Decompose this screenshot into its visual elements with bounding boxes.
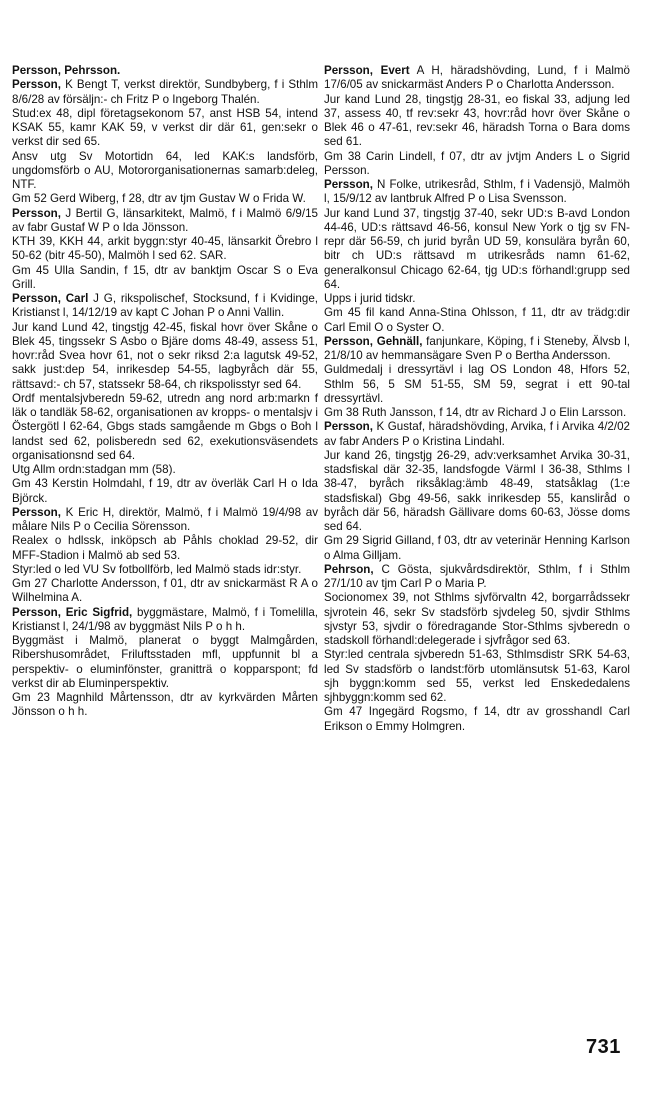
entry: Persson, Pehrsson. [12,64,121,77]
entry: Persson, Carl J G, rikspolischef, Stocksund, f i Kvidinge, Kristianst l, 14/12/19 av kapt C Johan P o Anni Vallin. [12,292,318,320]
entry-paragraph: Gm 23 Magnhild Mårtensson, dtr av kyrkvärden Mårten Jönsson o h h. [12,691,318,719]
entry: Pehrson, C Gösta, sjukvårdsdirektör, Sthlm, f i Sthlm 27/1/10 av tjm Carl P o Maria P. [324,562,630,590]
entry: Persson, K Eric H, direktör, Malmö, f i Malmö 19/4/98 av målare Nils P o Cecilia Sörensson. [12,505,318,533]
page-number: 731 [586,1036,621,1058]
entry: Persson, K Gustaf, häradshövding, Arvika, f i Arvika 4/2/02 av fabr Anders P o Kristina Lindahl. [324,420,630,448]
entry: Persson, N Folke, utrikesråd, Sthlm, f i Vadensjö, Malmöh l, 15/9/12 av lantbruk Alfred P o Lisa Svensson. [324,178,630,206]
entry-paragraph: Jur kand Lund 42, tingstjg 42-45, fiskal hovr över Skåne o Blek 45, tingssekr S Asbo o Bjäre doms 48-49, assess 51, hovr:råd Svea hovr 61, not o sekr riksd 2:a lagutsk 49-52, sakk just:dep 54, inrikesdep 54-55, lagbyråch där 55, rättsavd:- ch 57, statssekr 58-64, ch rikspolisstyr sed 64. [12,320,318,391]
entry-paragraph: Gm 52 Gerd Wiberg, f 28, dtr av tjm Gustav W o Frida W. [12,192,306,206]
entry-paragraph: KTH 39, KKH 44, arkit byggn:styr 40-45, länsarkit Örebro l 50-62 (bitr 45-50), Malmöh l sed 62. SAR. [12,235,318,263]
entry-paragraph: Jur kand Lund 37, tingstjg 37-40, sekr UD:s B-avd London 44-46, UD:s rättsavd 46-56, konsul New York o tjg sv FN-repr där 56-59, ch jurid byrån UD 59, konsulära byrån 60, bitr ch UD:s rättsavd m utrikesråds namn 61-62, generalkonsul Chicago 62-64, tjg UD:s förhandl:grupp sed 64. [324,206,630,291]
left-column [12,64,318,720]
entry-paragraph: Upps i jurid tidskr. [324,292,416,305]
entry-paragraph: Realex o hdlssk, inköpsch ab Påhls choklad 29-52, dir MFF-Stadion i Malmö ab sed 53. [12,534,318,562]
entry-paragraph: Jur kand Lund 28, tingstjg 28-31, eo fiskal 33, adjung led 37, assess 40, tf rev:sekr 43, hovr:råd hovr över Skåne o Blek 46 o 47-61, rev:sekr 46, häradsh Torna o Bara doms sed 61. [324,92,630,149]
entry-paragraph: Ordf mentalsjvberedn 59-62, utredn ang nord arb:markn f läk o tandläk 58-62, organisationen av kropps- o mentalsjv i Östergötl l 62-64, Gbgs stads samgående m Gbgs o Boh l landst sed 62, polisberedn sed 62, exekutionsväsendets organisationsnd sed 64. [12,391,318,462]
entry-paragraph: Jur kand 26, tingstjg 26-29, adv:verksamhet Arvika 30-31, stadsfiskal där 32-35, landsfogde Värml l 36-38, Sthlms l 38-47, byråch riksåklag:ämb 48-49, statsåklag (1:e stadsfiskal) Gbg 49-56, sakk inrikesdep 55, kanslіråd o byråch där 56, häradsh Gällivare doms 60-63, Jösse doms sed 64. [324,448,630,533]
entry-paragraph: Gm 43 Kerstin Holmdahl, f 19, dtr av överläk Carl H o Ida Björck. [12,477,318,505]
entry: Persson, K Bengt T, verkst direktör, Sundbyberg, f i Sthlm 8/6/28 av försäljn:- ch Fritz P o Ingeborg Thalén. [12,78,318,106]
entry-paragraph: Styr:led o led VU Sv fotbollförb, led Malmö stads idr:styr. [12,562,302,576]
entry-paragraph: Utg Allm ordn:stadgan mm (58). [12,463,176,476]
entry-paragraph: Gm 45 Ulla Sandin, f 15, dtr av banktjm Oscar S o Eva Grill. [12,263,318,291]
entry-paragraph: Styr:led centrala sjvberedn 51-63, Sthlmsdistr SRK 54-63, led Sv stadsförb o landst:förb utomlänsutsk 51-63, Karol sjh byggn:komm sed 55, verkst led Enskededalens sjhbyggn:komm sed 62. [324,648,630,704]
entry-paragraph: Gm 27 Charlotte Andersson, f 01, dtr av snickarmäst R A o Wilhelmina A. [12,577,318,605]
entry-paragraph: Gm 38 Carin Lindell, f 07, dtr av jvtjm Anders L o Sigrid Persson. [324,149,630,177]
entry-paragraph: Gm 45 fil kand Anna-Stina Ohlsson, f 11, dtr av trädg:dir Carl Emil O o Syster O. [324,306,630,334]
entry-paragraph: Byggmäst i Malmö, planerat o byggt Malmgården, Ribershusområdet, Friluftsstaden mfl, uppfunnit bl a perspektiv- o eluminfönster, granitträ o kopparspont; fd verkst dir ab Eluminperspektiv. [12,634,318,690]
entry: Persson, Evert A H, häradshövding, Lund, f i Malmö 17/6/05 av snickarmäst Anders P o Charlotta Andersson. [324,64,630,92]
entry-paragraph: Ansv utg Sv Motortidn 64, led KAK:s landsförb, ungdomsförb o AU, Motororganisationernas samarb:deleg, NTF. [12,149,318,191]
right-column [324,64,630,734]
entry: Persson, Gehnäll, fanjunkare, Köping, f i Steneby, Älvsb l, 21/8/10 av hemmansägare Sven P o Bertha Andersson. [324,334,630,362]
entry: Persson, Eric Sigfrid, byggmästare, Malmö, f i Tomelilla, Kristianst l, 24/1/98 av byggmäst Nils P o h h. [12,605,319,633]
entry-paragraph: Socionomex 39, not Sthlms sjvförvaltn 42, borgarrådssekr sjvrotein 46, sekr Sv stadsförb sjvdeleg 50, sjvdir Sthlms sjvstyr 53, sjvdir o föredragande Stor-Sthlms sjvberedn o stadskoll förhandl:delegerade i sjvfrågor sed 63. [324,591,630,647]
entry: Persson, J Bertil G, länsarkitekt, Malmö, f i Malmö 6/9/15 av fabr Gustaf W P o Ida Jönsson. [12,206,318,234]
entry-paragraph: Gm 38 Ruth Jansson, f 14, dtr av Richard J o Elin Larsson. [324,406,627,419]
entry-paragraph: Stud:ex 48, dipl företagsekonom 57, anst HSB 54, intend KSAK 55, kamr KAK 59, v verkst dir där 61, gen:sekr o verkst dir sed 65. [12,106,318,149]
entry-paragraph: Gm 29 Sigrid Gilland, f 03, dtr av veterinär Henning Karlson o Alma Gilljam. [324,534,630,562]
entry-paragraph: Gm 47 Ingegärd Rogsmo, f 14, dtr av grosshandl Carl Erikson o Emmy Holmgren. [324,705,630,733]
entry-paragraph: Guldmedalj i dressyrtävl i lag OS London 48, Hfors 52, Sthlm 56, 5 SM 51-55, SM 59, segrat i ett 90-tal dressyrtävl. [324,363,630,405]
